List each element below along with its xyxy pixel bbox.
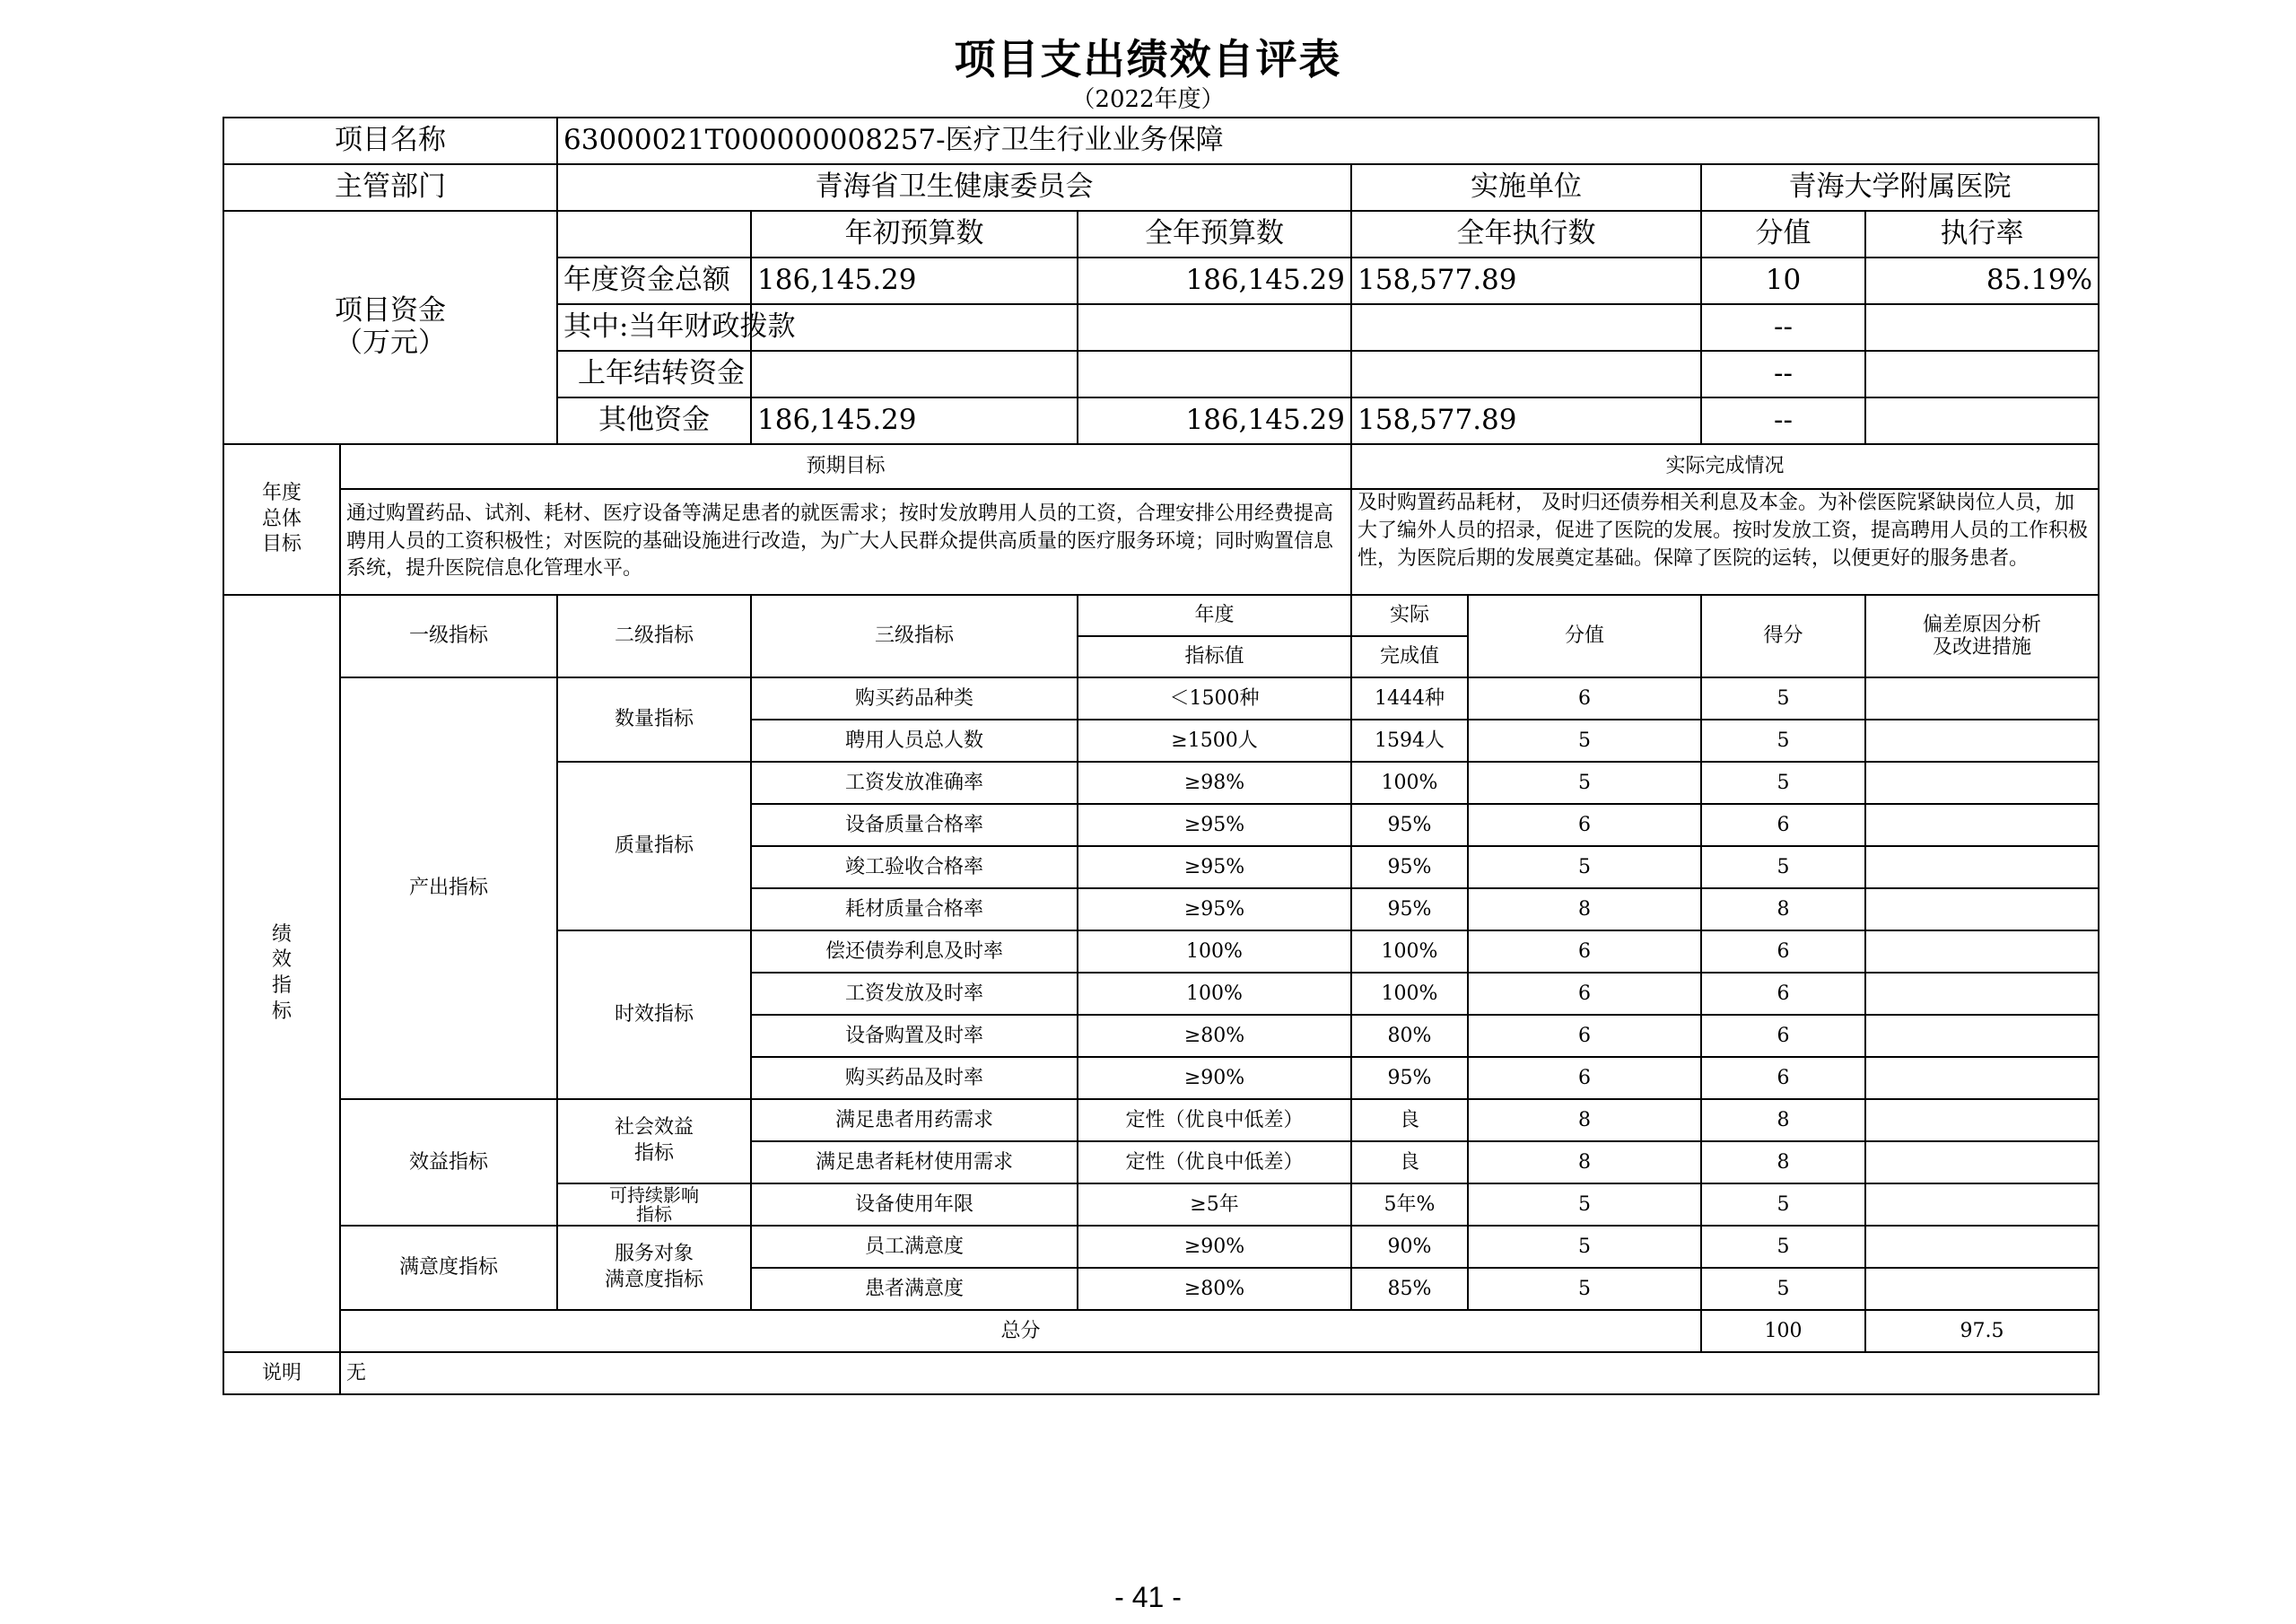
page-subtitle: （2022年度） [1071,86,1225,113]
dept-label: 主管部门 [223,164,557,211]
indicator-name: 满足患者耗材使用需求 [751,1141,1078,1183]
indicator-score: 6 [1468,677,1701,720]
funds-header-score: 分值 [1701,211,1865,258]
indicator-target: ≥95% [1078,846,1351,888]
funds-row-full: 186,145.29 [1078,397,1351,444]
indicator-actual: 80% [1351,1015,1468,1057]
indicators-label-part: 绩 [271,922,292,946]
total-got: 97.5 [1865,1310,2099,1352]
indicator-score: 6 [1468,804,1701,846]
table-row [223,677,2099,720]
header-actual: 实际 [1351,595,1468,636]
header-annual-value: 指标值 [1078,636,1351,677]
goals-header-row [223,444,2099,489]
header-got: 得分 [1701,595,1865,677]
indicator-got: 8 [1701,1099,1865,1141]
funds-row-initial: 186,145.29 [751,397,1078,444]
total-label: 总分 [340,1310,1701,1352]
funds-row-rate: 85.19% [1865,258,2099,304]
funds-row-name: 其他资金 [557,397,751,444]
indicator-deviation [1865,973,2099,1015]
indicator-score: 5 [1468,1226,1701,1268]
funds-header-rate: 执行率 [1865,211,2099,258]
goals-label-part: 年度 [261,482,301,505]
indicator-score: 6 [1468,1057,1701,1099]
funds-header-full: 全年预算数 [1078,211,1351,258]
header-level1: 一级指标 [340,595,557,677]
indicator-got: 5 [1701,1226,1865,1268]
funds-row-rate [1865,397,2099,444]
header-deviation [1865,595,2099,677]
funds-row-initial [751,351,1078,397]
indicator-deviation [1865,1057,2099,1099]
total-row [223,1310,2099,1352]
funds-row-score: 10 [1701,258,1865,304]
page-number: - 41 - [1114,1581,1182,1613]
funds-label [223,211,557,444]
goals-expected-header: 预期目标 [340,444,1351,489]
indicator-score: 5 [1468,1268,1701,1310]
row-project-name [223,118,2099,164]
indicator-target: ≥80% [1078,1015,1351,1057]
indicator-got: 5 [1701,720,1865,762]
indicator-target: ≥95% [1078,804,1351,846]
indicator-target: 100% [1078,973,1351,1015]
funds-row-exec: 158,577.89 [1351,258,1701,304]
indicator-score: 8 [1468,1141,1701,1183]
indicator-got: 5 [1701,846,1865,888]
funds-row-rate [1865,351,2099,397]
level2-sustainable: 可持续影响 指标 [557,1183,751,1226]
level1-satisfaction: 满意度指标 [340,1226,557,1310]
note-value: 无 [340,1352,2099,1394]
indicator-score: 6 [1468,973,1701,1015]
indicator-actual: 95% [1351,804,1468,846]
funds-row-full: 186,145.29 [1078,258,1351,304]
indicator-actual: 良 [1351,1099,1468,1141]
indicator-target: 100% [1078,930,1351,973]
level2-timeliness: 时效指标 [557,930,751,1099]
indicator-target: ≥90% [1078,1226,1351,1268]
indicator-got: 5 [1701,1268,1865,1310]
goals-actual-header: 实际完成情况 [1351,444,2099,489]
indicator-target: ≥5年 [1078,1183,1351,1226]
indicator-deviation [1865,1268,2099,1310]
indicator-deviation [1865,846,2099,888]
indicator-got: 8 [1701,888,1865,930]
dept-value: 青海省卫生健康委员会 [557,164,1351,211]
project-name-value: 63000021T000000008257-医疗卫生行业业务保障 [557,118,2099,164]
indicator-target: 定性（优良中低差） [1078,1141,1351,1183]
indicator-name: 购买药品及时率 [751,1057,1078,1099]
project-name-label: 项目名称 [223,118,557,164]
indicator-name: 设备质量合格率 [751,804,1078,846]
note-label: 说明 [223,1352,340,1394]
funds-header-exec: 全年执行数 [1351,211,1701,258]
goals-label-part: 总体 [261,507,301,530]
funds-row-full [1078,304,1351,351]
goals-label-part: 目标 [261,533,301,556]
funds-header-row [223,211,2099,258]
funds-header-blank [557,211,751,258]
indicators-label-part: 标 [271,1000,292,1023]
level2-quantity: 数量指标 [557,677,751,762]
table-row [223,1099,2099,1141]
indicator-deviation [1865,930,2099,973]
indicator-score: 5 [1468,720,1701,762]
level2-social-benefit: 社会效益 指标 [557,1099,751,1183]
indicator-name: 耗材质量合格率 [751,888,1078,930]
funds-row-name: 年度资金总额 [557,258,751,304]
indicator-actual: 良 [1351,1141,1468,1183]
total-score: 100 [1701,1310,1865,1352]
indicator-score: 6 [1468,1015,1701,1057]
goals-label [223,444,340,595]
indicator-actual: 100% [1351,762,1468,804]
indicator-got: 6 [1701,1057,1865,1099]
indicator-actual: 95% [1351,846,1468,888]
indicator-name: 聘用人员总人数 [751,720,1078,762]
indicator-name: 竣工验收合格率 [751,846,1078,888]
indicator-target: ≥80% [1078,1268,1351,1310]
level1-benefit: 效益指标 [340,1099,557,1226]
indicator-name: 设备购置及时率 [751,1015,1078,1057]
level1-output: 产出指标 [340,677,557,1099]
page-title: 项目支出绩效自评表 [954,35,1342,83]
indicator-target: ≥1500人 [1078,720,1351,762]
indicator-target: ＜1500种 [1078,677,1351,720]
indicator-actual: 90% [1351,1226,1468,1268]
funds-row-exec [1351,304,1701,351]
table-row [223,1226,2099,1268]
indicator-actual: 85% [1351,1268,1468,1310]
funds-row-full [1078,351,1351,397]
funds-row-score: -- [1701,351,1865,397]
indicator-name: 设备使用年限 [751,1183,1078,1226]
indicator-got: 5 [1701,762,1865,804]
indicator-actual: 5年% [1351,1183,1468,1226]
funds-row-exec [1351,351,1701,397]
indicator-name: 员工满意度 [751,1226,1078,1268]
header-level3: 三级指标 [751,595,1078,677]
indicator-deviation [1865,677,2099,720]
goals-text-row [223,489,2099,595]
funds-header-initial: 年初预算数 [751,211,1078,258]
indicator-actual: 95% [1351,1057,1468,1099]
indicator-score: 5 [1468,846,1701,888]
indicator-deviation [1865,1141,2099,1183]
goals-expected-text: 通过购置药品、试剂、耗材、医疗设备等满足患者的就医需求；按时发放聘用人员的工资，合理安排公用经费提高聘用人员的工资积极性；对医院的基础设施进行改造，为广大人民群众提供高质量的医疗服务环境；同时购置信息系统，提升医院信息化管理水平。 [340,489,1351,595]
self-evaluation-table [223,117,2100,1395]
funds-row-rate [1865,304,2099,351]
indicator-got: 6 [1701,804,1865,846]
indicator-got: 8 [1701,1141,1865,1183]
funds-row-exec: 158,577.89 [1351,397,1701,444]
indicator-score: 6 [1468,930,1701,973]
indicator-got: 5 [1701,1183,1865,1226]
indicator-deviation [1865,720,2099,762]
header-annual: 年度 [1078,595,1351,636]
note-row [223,1352,2099,1394]
impl-value: 青海大学附属医院 [1701,164,2099,211]
indicator-score: 8 [1468,1099,1701,1141]
funds-row-name: 上年结转资金 [557,351,751,397]
indicator-name: 患者满意度 [751,1268,1078,1310]
indicator-got: 6 [1701,930,1865,973]
indicator-score: 8 [1468,888,1701,930]
indicator-deviation [1865,1015,2099,1057]
indicator-name: 工资发放准确率 [751,762,1078,804]
indicator-target: ≥95% [1078,888,1351,930]
header-score: 分值 [1468,595,1701,677]
indicator-got: 6 [1701,973,1865,1015]
indicator-actual: 1594人 [1351,720,1468,762]
indicators-label-part: 效 [271,948,292,972]
funds-row-score: -- [1701,397,1865,444]
level2-quality: 质量指标 [557,762,751,930]
funds-label-line1: 项目资金 [335,294,446,327]
indicator-deviation [1865,762,2099,804]
funds-row-score: -- [1701,304,1865,351]
indicator-target: 定性（优良中低差） [1078,1099,1351,1141]
indicators-label-part: 指 [271,974,292,997]
indicator-deviation [1865,804,2099,846]
funds-label-line2: （万元） [335,327,446,359]
funds-row-initial [751,304,1078,351]
funds-row-name: 其中:当年财政拨款 [557,304,751,351]
indicator-actual: 100% [1351,930,1468,973]
indicator-header-row [223,595,2099,636]
indicator-got: 5 [1701,677,1865,720]
indicator-score: 5 [1468,762,1701,804]
indicator-name: 购买药品种类 [751,677,1078,720]
indicator-actual: 100% [1351,973,1468,1015]
indicator-actual: 95% [1351,888,1468,930]
goals-actual-text: 及时购置药品耗材， 及时归还债券相关利息及本金。为补偿医院紧缺岗位人员，加大了编外人员的招录，促进了医院的发展。按时发放工资，提高聘用人员的工作积极性，为医院后期的发展奠定基础。保障了医院的运转，以便更好的服务患者。 [1351,489,2099,595]
indicator-target: ≥90% [1078,1057,1351,1099]
indicators-label [223,595,340,1352]
funds-row-initial: 186,145.29 [751,258,1078,304]
indicator-name: 工资发放及时率 [751,973,1078,1015]
indicator-got: 6 [1701,1015,1865,1057]
indicator-deviation [1865,1226,2099,1268]
row-department [223,164,2099,211]
header-actual-value: 完成值 [1351,636,1468,677]
indicator-deviation [1865,1183,2099,1226]
indicator-score: 5 [1468,1183,1701,1226]
header-deviation-line: 及改进措施 [1933,636,2032,659]
indicator-actual: 1444种 [1351,677,1468,720]
indicator-deviation [1865,1099,2099,1141]
indicator-deviation [1865,888,2099,930]
indicator-name: 偿还债券利息及时率 [751,930,1078,973]
level2-service-satisfaction: 服务对象 满意度指标 [557,1226,751,1310]
impl-label: 实施单位 [1351,164,1701,211]
indicator-target: ≥98% [1078,762,1351,804]
indicator-name: 满足患者用药需求 [751,1099,1078,1141]
header-level2: 二级指标 [557,595,751,677]
header-deviation-line: 偏差原因分析 [1923,613,2042,636]
